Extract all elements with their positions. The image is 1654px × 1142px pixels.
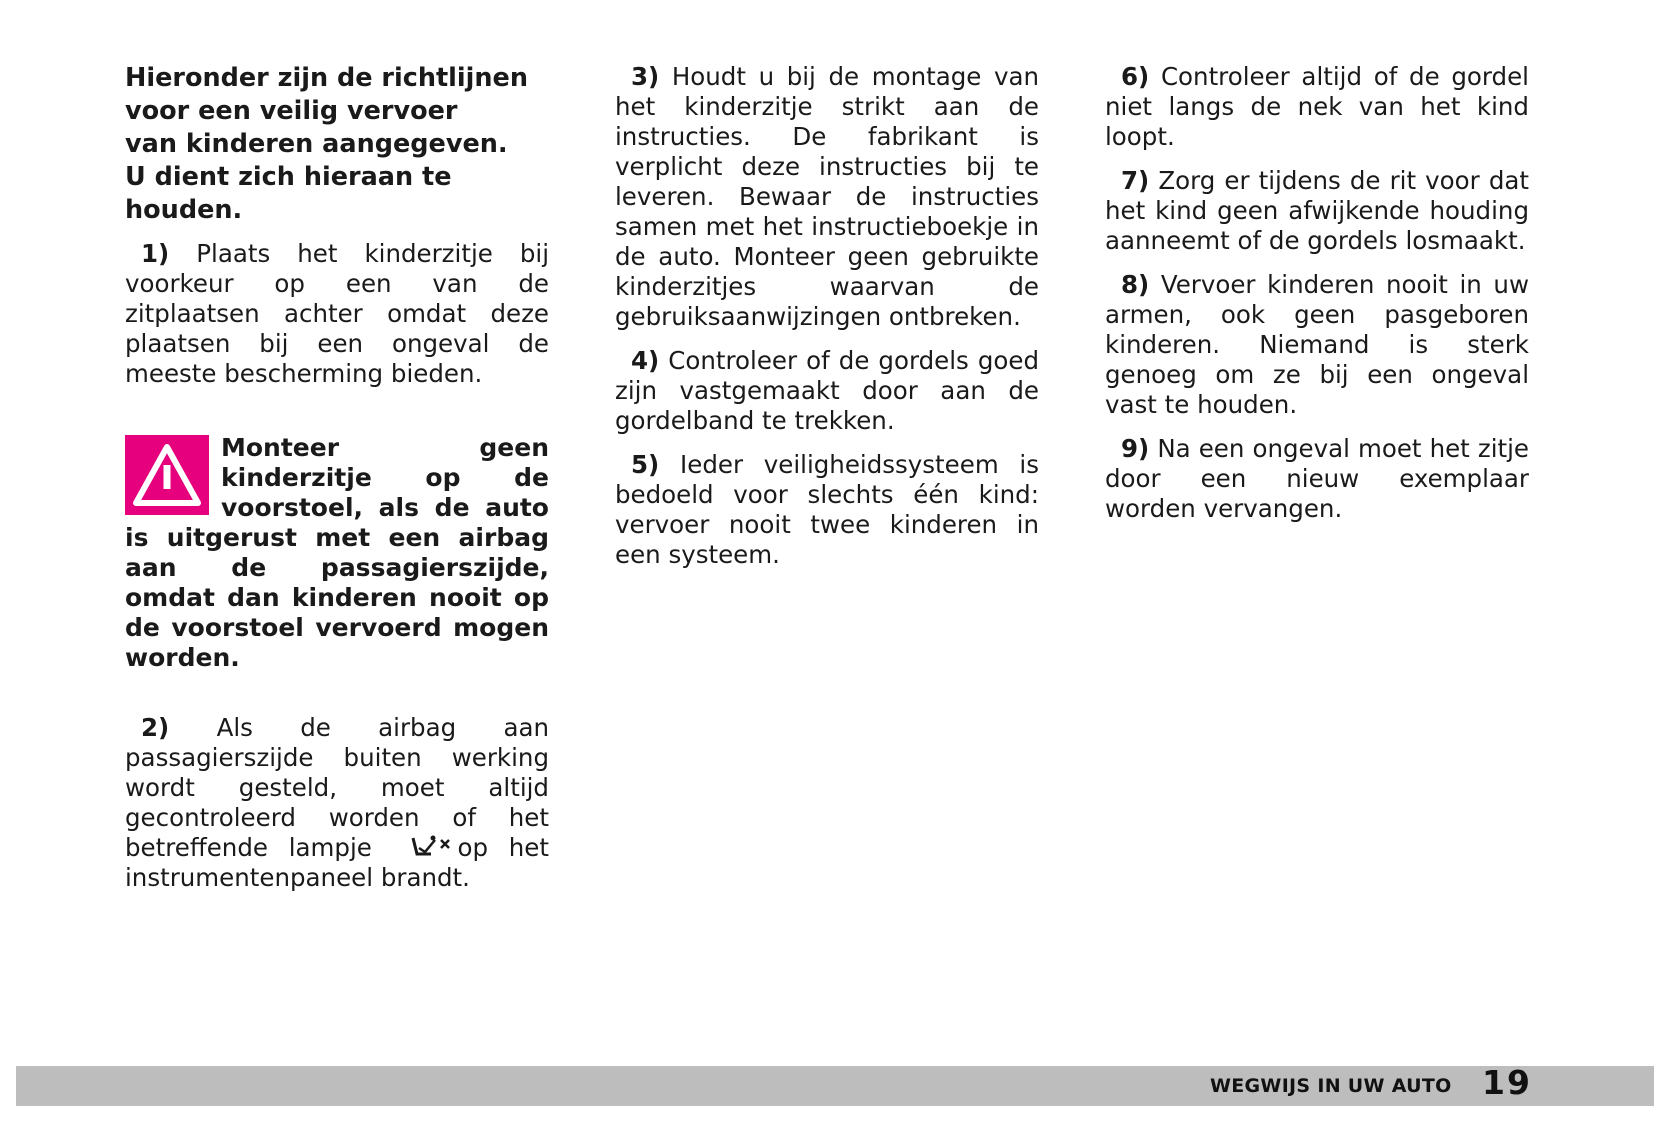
item-2 <box>125 713 549 893</box>
warning-text: Monteer geen kinderzitje op de voorstoel, als de auto is uitgerust met een airbag aan de passagierszijde, omdat dan kinderen nooit op de voorstoel vervoerd mogen worden. <box>125 433 549 672</box>
item-text: Plaats het kinderzitje bij voorkeur op een van de zitplaatsen achter omdat deze plaatsen bij een ongeval de meeste bescherming bieden. <box>125 239 549 388</box>
item-number: 2) <box>141 713 170 742</box>
item-9 <box>1105 434 1529 524</box>
item-text: Na een ongeval moet het zitje door een nieuw exemplaar worden vervangen. <box>1105 434 1529 523</box>
intro-heading <box>125 62 549 227</box>
item-text: Vervoer kinderen nooit in uw armen, ook geen pasgeboren kinderen. Niemand is sterk genoeg om ze bij een ongeval vast te houden. <box>1105 270 1529 419</box>
passenger-airbag-off-icon <box>393 834 437 860</box>
column-2 <box>615 62 1039 584</box>
item-text: op het instrumentenpaneel brandt. <box>125 833 549 892</box>
intro-line: voor een veilig vervoer <box>125 96 458 126</box>
item-number: 7) <box>1121 166 1150 195</box>
column-3 <box>1105 62 1529 538</box>
item-text: Als de airbag aan passagierszijde buiten werking wordt gesteld, moet altijd gecontroleerd worden of het betreffende lampje <box>125 713 549 862</box>
warning-block <box>125 433 549 673</box>
item-7 <box>1105 166 1529 256</box>
item-8 <box>1105 270 1529 420</box>
item-text: Controleer altijd of de gordel niet langs de nek van het kind loopt. <box>1105 62 1529 151</box>
warning-triangle-icon <box>125 435 209 515</box>
intro-line: U dient zich hieraan te houden. <box>125 162 452 225</box>
item-5 <box>615 450 1039 570</box>
item-4 <box>615 346 1039 436</box>
column-1 <box>125 62 549 907</box>
item-text: Zorg er tijdens de rit voor dat het kind geen afwijkende houding aanneemt of de gordels losmaakt. <box>1105 166 1529 255</box>
item-text: Ieder veiligheidssysteem is bedoeld voor slechts één kind: vervoer nooit twee kinderen in een systeem. <box>615 450 1040 569</box>
item-number: 5) <box>631 450 660 479</box>
intro-line: van kinderen aangegeven. <box>125 129 508 159</box>
item-number: 6) <box>1121 62 1150 91</box>
page-number: 19 <box>1482 1063 1532 1102</box>
item-number: 8) <box>1121 270 1150 299</box>
item-1 <box>125 239 549 389</box>
intro-line: Hieronder zijn de richtlijnen <box>125 63 529 93</box>
item-number: 4) <box>631 346 660 375</box>
item-number: 3) <box>631 62 660 91</box>
item-text: Controleer of de gordels goed zijn vastgemaakt door aan de gordelband te trekken. <box>615 346 1040 435</box>
item-6 <box>1105 62 1529 152</box>
item-text: Houdt u bij de montage van het kinderzitje strikt aan de instructies. De fabrikant is verplicht deze instructies bij te leveren. Bewaar de instructies samen met het instructieboekje in de auto. Monteer geen gebruikte kinderzitjes waarvan de gebruiksaanwijzingen ontbreken. <box>615 62 1039 331</box>
item-number: 9) <box>1121 434 1150 463</box>
footer-section-title: WEGWIJS IN UW AUTO <box>1210 1075 1452 1097</box>
item-3 <box>615 62 1039 332</box>
item-number: 1) <box>141 239 170 268</box>
